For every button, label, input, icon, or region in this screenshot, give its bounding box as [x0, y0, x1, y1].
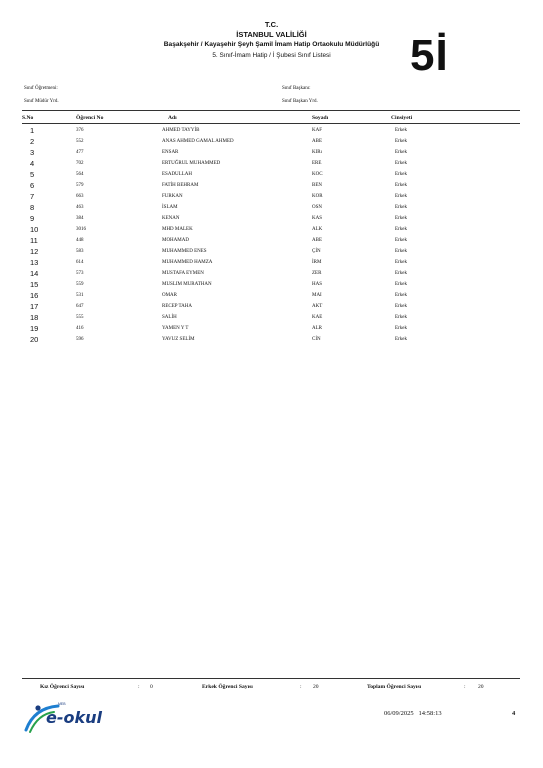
total-count-separator: : [464, 684, 466, 690]
cell-surname: CİN [312, 337, 321, 342]
table-row [0, 258, 543, 269]
cell-surname: KAF [312, 128, 323, 133]
cell-gender: Erkek [395, 161, 407, 166]
cell-sno: 10 [30, 225, 39, 234]
cell-name: MUHAMMED HAMZA [162, 260, 213, 265]
cell-name: MOHAMAD [162, 238, 189, 243]
class-code: 5İ [410, 31, 449, 80]
cell-sno: 20 [30, 335, 39, 344]
cell-name: ANAS AHMED GAMAL AHMED [162, 139, 234, 144]
cell-surname: KIRı [312, 150, 322, 155]
cell-gender: Erkek [395, 304, 407, 309]
cell-student-no: 376 [76, 128, 84, 133]
column-header-surname: Soyadı [312, 115, 329, 121]
cell-gender: Erkek [395, 227, 407, 232]
table-row [0, 236, 543, 247]
vice-leader-label: Sınıf Başkan Yrd. [282, 99, 318, 104]
cell-gender: Erkek [395, 139, 407, 144]
cell-name: KENAN [162, 216, 180, 221]
column-header-student-no: Öğrenci No [76, 115, 104, 121]
divider-footer [22, 678, 520, 679]
table-row [0, 181, 543, 192]
table-row [0, 203, 543, 214]
cell-name: MUSLIM MURATHAN [162, 282, 212, 287]
cell-sno: 6 [30, 181, 35, 190]
cell-sno: 19 [30, 324, 39, 333]
cell-gender: Erkek [395, 238, 407, 243]
cell-gender: Erkek [395, 337, 407, 342]
table-row [0, 148, 543, 159]
cell-name: OMAR [162, 293, 178, 298]
cell-student-no: 559 [76, 282, 84, 287]
cell-gender: Erkek [395, 150, 407, 155]
cell-name: ESADULLAH [162, 172, 192, 177]
header-school-name: Başakşehir / Kayaşehir Şeyh Şamil İmam Hatip Ortaokulu Müdürlüğü [163, 41, 380, 48]
cell-student-no: 416 [76, 326, 84, 331]
header-valilik: İSTANBUL VALİLİĞİ [236, 30, 307, 39]
cell-sno: 16 [30, 291, 39, 300]
cell-sno: 11 [30, 236, 38, 245]
cell-name: MUSTAFA EYMEN [162, 271, 204, 276]
column-header-name: Adı [168, 115, 177, 121]
cell-sno: 17 [30, 302, 39, 311]
cell-surname: AKT [312, 304, 323, 309]
cell-surname: MAI [312, 293, 322, 298]
cell-name: FATİH BEHRAM [162, 183, 199, 188]
cell-sno: 8 [30, 203, 35, 212]
cell-student-no: 552 [76, 139, 84, 144]
cell-sno: 15 [30, 280, 39, 289]
boys-count-separator: : [300, 684, 302, 690]
cell-sno: 2 [30, 137, 35, 146]
divider-top [22, 110, 520, 111]
header-list-title: 5. Sınıf-İmam Hatip / İ Şubesi Sınıf Listesi [212, 52, 331, 59]
cell-student-no: 583 [76, 249, 84, 254]
cell-gender: Erkek [395, 282, 407, 287]
table-row [0, 137, 543, 148]
cell-sno: 12 [30, 247, 39, 256]
total-count-label: Toplam Öğrenci Sayısı [367, 684, 422, 690]
cell-surname: ERE [312, 161, 322, 166]
cell-gender: Erkek [395, 326, 407, 331]
table-row [0, 335, 543, 346]
cell-student-no: 384 [76, 216, 84, 221]
table-row [0, 324, 543, 335]
divider-header [22, 123, 520, 124]
cell-gender: Erkek [395, 172, 407, 177]
table-row [0, 269, 543, 280]
cell-student-no: 702 [76, 161, 84, 166]
cell-gender: Erkek [395, 293, 407, 298]
cell-surname: ABE [312, 238, 322, 243]
cell-surname: KAE [312, 315, 323, 320]
cell-student-no: 579 [76, 183, 84, 188]
table-row [0, 126, 543, 137]
cell-gender: Erkek [395, 128, 407, 133]
cell-gender: Erkek [395, 271, 407, 276]
cell-surname: ALR [312, 326, 322, 331]
cell-gender: Erkek [395, 194, 407, 199]
cell-sno: 13 [30, 258, 39, 267]
cell-name: FURKAN [162, 194, 183, 199]
cell-gender: Erkek [395, 183, 407, 188]
cell-student-no: 463 [76, 205, 84, 210]
cell-name: SALİH [162, 315, 177, 320]
print-datetime [384, 710, 442, 717]
cell-surname: ÇİN [312, 249, 321, 254]
cell-student-no: 663 [76, 194, 84, 199]
cell-gender: Erkek [395, 260, 407, 265]
cell-student-no: 477 [76, 150, 84, 155]
cell-name: RECEP TAHA [162, 304, 193, 309]
cell-sno: 7 [30, 192, 35, 201]
table-row [0, 170, 543, 181]
header-tc: T.C. [264, 20, 279, 29]
table-row [0, 280, 543, 291]
cell-name: MUHAMMED ENES [162, 249, 207, 254]
table-row [0, 214, 543, 225]
cell-sno: 5 [30, 170, 35, 179]
print-date: 06/09/2025 [384, 710, 414, 717]
cell-surname: ABE [312, 139, 322, 144]
cell-name: İSLAM [162, 205, 178, 210]
cell-sno: 3 [30, 148, 35, 157]
cell-name: ERTUĞRUL MUHAMMED [162, 161, 221, 166]
cell-name: MHD MALEK [162, 227, 193, 232]
boys-count-value: 20 [313, 684, 319, 690]
cell-student-no: 3016 [76, 227, 86, 232]
cell-sno: 14 [30, 269, 39, 278]
cell-student-no: 596 [76, 337, 84, 342]
teacher-label: Sınıf Öğretmeni: [24, 86, 58, 91]
cell-surname: KAS [312, 216, 323, 221]
girls-count-label: Kız Öğrenci Sayısı [40, 684, 85, 690]
cell-student-no: 564 [76, 172, 84, 177]
cell-surname: ALK [312, 227, 323, 232]
cell-surname: KOC [312, 172, 323, 177]
girls-count-value: 0 [150, 684, 153, 690]
cell-sno: 9 [30, 214, 35, 223]
column-header-gender: Cinsiyeti [391, 115, 413, 121]
meb-logo-label: MEB [58, 702, 66, 706]
cell-surname: KOR [312, 194, 323, 199]
table-row [0, 313, 543, 324]
cell-student-no: 555 [76, 315, 84, 320]
cell-gender: Erkek [395, 315, 407, 320]
cell-surname: ZER [312, 271, 322, 276]
boys-count-label: Erkek Öğrenci Sayısı [202, 684, 253, 690]
cell-gender: Erkek [395, 249, 407, 254]
cell-name: ENSAR [162, 150, 179, 155]
table-row [0, 291, 543, 302]
table-row [0, 247, 543, 258]
cell-sno: 18 [30, 313, 39, 322]
e-okul-logo-text: e-okul [46, 708, 102, 727]
cell-student-no: 614 [76, 260, 84, 265]
cell-name: AHMED TAYYİB [162, 128, 200, 133]
cell-student-no: 647 [76, 304, 84, 309]
cell-surname: İRM [312, 260, 322, 265]
table-row [0, 159, 543, 170]
table-row [0, 302, 543, 313]
cell-surname: BEN [312, 183, 322, 188]
cell-student-no: 573 [76, 271, 84, 276]
column-header-sno: S.No [22, 115, 34, 121]
cell-student-no: 531 [76, 293, 84, 298]
cell-gender: Erkek [395, 216, 407, 221]
page-number: 4 [512, 710, 516, 717]
table-row [0, 192, 543, 203]
cell-sno: 4 [30, 159, 35, 168]
cell-student-no: 448 [76, 238, 84, 243]
total-count-value: 20 [478, 684, 484, 690]
vice-principal-label: Sınıf Müdür Yrd. [24, 99, 59, 104]
class-leader-label: Sınıf Başkanı: [282, 86, 311, 91]
cell-name: YAMEN Y T [162, 326, 189, 331]
table-row [0, 225, 543, 236]
cell-surname: HAS [312, 282, 323, 287]
print-time: 14:58:13 [418, 710, 442, 717]
girls-count-separator: : [138, 684, 140, 690]
cell-gender: Erkek [395, 205, 407, 210]
cell-surname: OSN [312, 205, 323, 210]
cell-sno: 1 [30, 126, 35, 135]
cell-name: YAVUZ SELİM [162, 337, 195, 342]
